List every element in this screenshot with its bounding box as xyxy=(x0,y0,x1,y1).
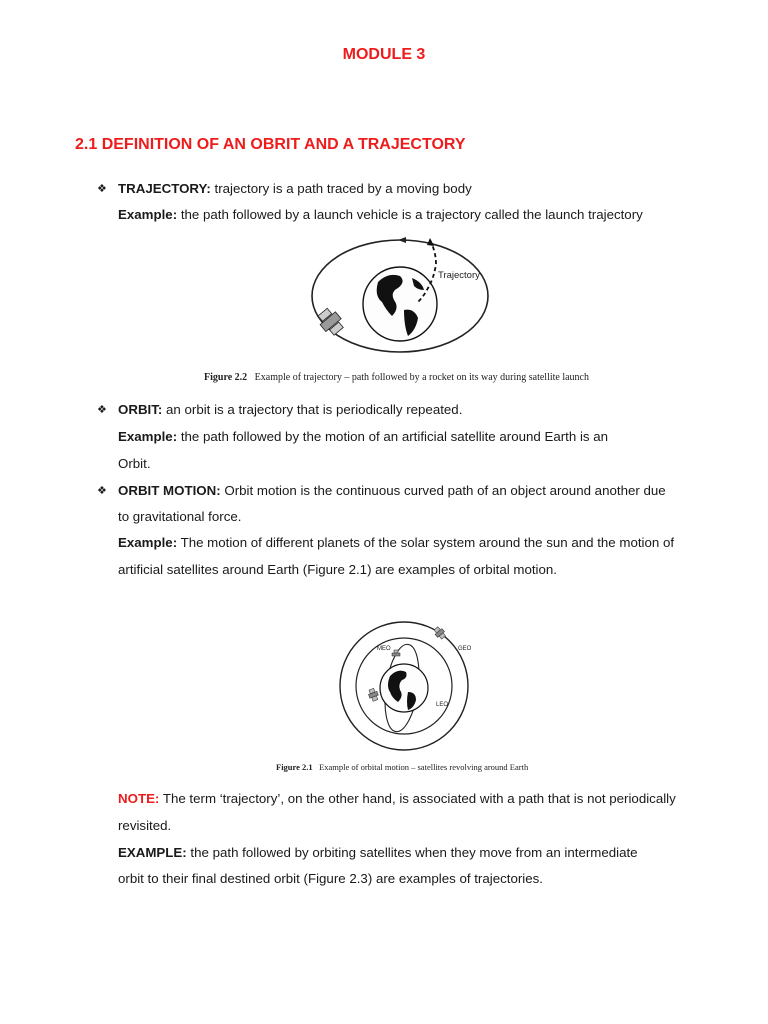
bullet-icon: ❖ xyxy=(97,404,107,416)
geo-label: GEO xyxy=(458,646,472,652)
note-label: NOTE: xyxy=(118,791,160,806)
leo-label: LEO xyxy=(436,702,449,708)
note-paragraph-cont: revisited. xyxy=(118,818,172,833)
trajectory-example xyxy=(118,207,643,222)
section-heading: 2.1 DEFINITION OF AN OBRIT AND A TRAJECTORY xyxy=(75,136,466,153)
meo-label: MEO xyxy=(377,646,391,652)
orbit-term: ORBIT: xyxy=(118,402,163,417)
example-label: Example: xyxy=(118,429,178,444)
trajectory-term: TRAJECTORY: xyxy=(118,181,211,196)
trajectory-example-text: the path followed by a launch vehicle is a trajectory called the launch trajectory xyxy=(177,207,643,222)
figure-2-2-trajectory-diagram xyxy=(300,236,500,360)
bullet-icon: ❖ xyxy=(97,485,107,497)
satellite-icon xyxy=(432,626,447,641)
orbit-motion-example-cont: artificial satellites around Earth (Figure 2.1) are examples of orbital motion. xyxy=(118,562,557,577)
satellite-icon xyxy=(367,688,380,702)
bullet-icon: ❖ xyxy=(97,183,107,195)
example-label: Example: xyxy=(118,535,178,550)
figure-2-2-caption xyxy=(204,372,589,383)
orbit-motion-definition-cont: to gravitational force. xyxy=(118,509,242,524)
example-label: EXAMPLE: xyxy=(118,845,187,860)
satellite-icon xyxy=(315,306,346,338)
orbit-motion-example-text: The motion of different planets of the solar system around the sun and the motion of xyxy=(177,535,675,550)
figure-2-1-caption xyxy=(276,762,528,772)
trajectory-definition xyxy=(118,181,472,196)
orbit-motion-definition-text: Orbit motion is the continuous curved path of an object around another due xyxy=(220,483,666,498)
orbit-example xyxy=(118,429,608,444)
satellite-icon xyxy=(392,650,400,656)
note-example-text: the path followed by orbiting satellites when they move from an intermediate xyxy=(186,845,638,860)
trajectory-definition-text: trajectory is a path traced by a moving body xyxy=(210,181,472,196)
figure-2-1-caption-text: Example of orbital motion – satellites revolving around Earth xyxy=(319,762,529,772)
orbit-motion-example xyxy=(118,535,674,550)
note-paragraph xyxy=(118,791,676,806)
orbit-example-text: the path followed by the motion of an artificial satellite around Earth is an xyxy=(177,429,609,444)
orbit-motion-definition xyxy=(118,483,666,498)
figure-2-2-caption-text: Example of trajectory – path followed by a rocket on its way during satellite launch xyxy=(254,372,589,383)
orbit-arrow-icon xyxy=(398,237,406,243)
orbit-motion-term: ORBIT MOTION: xyxy=(118,483,221,498)
figure-2-1-orbital-diagram xyxy=(336,614,476,754)
orbit-definition xyxy=(118,402,462,417)
note-text: The term ‘trajectory’, on the other hand, is associated with a path that is not periodically xyxy=(159,791,676,806)
note-example-cont: orbit to their final destined orbit (Figure 2.3) are examples of trajectories. xyxy=(118,871,543,886)
orbit-definition-text: an orbit is a trajectory that is periodically repeated. xyxy=(162,402,463,417)
figure-2-2-label: Figure 2.2 xyxy=(204,372,248,383)
trajectory-annotation: Trajectory xyxy=(438,270,480,281)
module-title: MODULE 3 xyxy=(342,46,426,63)
example-label: Example: xyxy=(118,207,178,222)
figure-2-1-label: Figure 2.1 xyxy=(276,762,313,772)
note-example xyxy=(118,845,638,860)
orbit-example-cont: Orbit. xyxy=(118,456,151,471)
